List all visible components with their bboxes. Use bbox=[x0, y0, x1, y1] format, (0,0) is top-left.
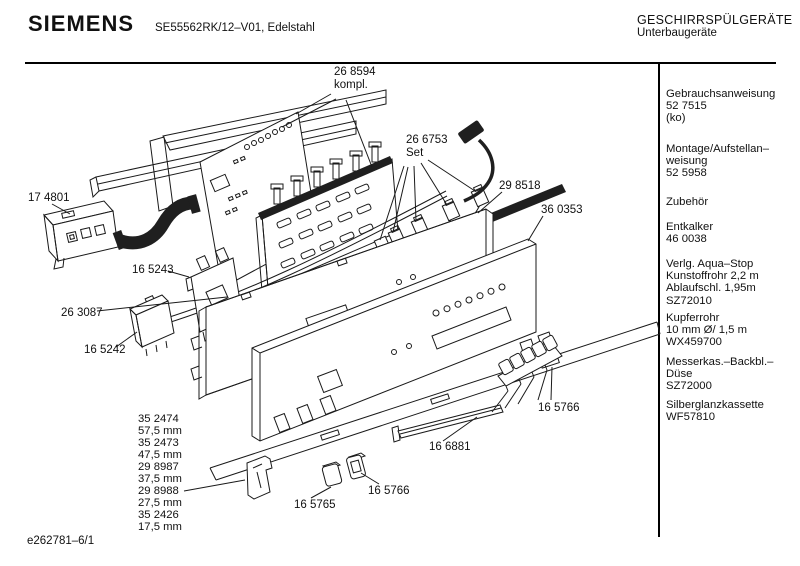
sidebar-item-descaler: Entkalker 46 0038 bbox=[666, 221, 714, 246]
control-module bbox=[44, 201, 118, 269]
label-length-variants: 35 2474 57,5 mm 35 2473 47,5 mm 29 8987 37,5 mm 29 8988 27,5 mm 35 2426 17,5 mm bbox=[138, 413, 182, 533]
appliance-category: GESCHIRRSPÜLGERÄTE bbox=[637, 13, 793, 27]
label-push-button-b: 16 5766 bbox=[368, 485, 410, 497]
label-push-button-a: 16 5765 bbox=[294, 499, 336, 511]
model-number: SE55562RK/12–V01, Edelstahl bbox=[155, 22, 315, 34]
sidebar-item-mounting: Montage/Aufstellan– weisung 52 5958 bbox=[666, 143, 769, 180]
label-control-module: 17 4801 bbox=[28, 192, 70, 204]
sidebar-item-aquastop: Verlg. Aqua–Stop Kunstoffrohr 2,2 m Ablaufschl. 1,95m SZ72010 bbox=[666, 258, 759, 307]
sidebar-item-manual: Gebrauchsanweisung 52 7515 (ko) bbox=[666, 88, 776, 125]
document-number: e262781–6/1 bbox=[27, 535, 95, 547]
label-switch-block-a: 16 5243 bbox=[132, 264, 174, 276]
trim-strip bbox=[392, 405, 503, 442]
push-button-a bbox=[322, 462, 343, 487]
label-button-bank: 16 5766 bbox=[538, 402, 580, 414]
sidebar-item-copper-pipe: Kupferrohr 10 mm Ø/ 1,5 m WX459700 bbox=[666, 312, 747, 349]
brand-logo: SIEMENS bbox=[28, 11, 135, 36]
sidebar-item-accessories: Zubehör bbox=[666, 196, 709, 208]
sidebar-item-silver-cassette: Silberglanzkassette WF57810 bbox=[666, 399, 764, 424]
end-bracket bbox=[247, 456, 272, 499]
button-bank bbox=[492, 335, 562, 412]
ribbon-cable bbox=[113, 194, 201, 250]
label-connector-set: 26 6753 Set bbox=[406, 134, 448, 159]
label-fascia-rail: 26 8594 kompl. bbox=[334, 66, 376, 91]
appliance-subcategory: Unterbaugeräte bbox=[637, 27, 717, 39]
switch-block-b bbox=[130, 295, 174, 356]
push-button-b bbox=[346, 453, 366, 480]
label-front-panel: 36 0353 bbox=[541, 204, 583, 216]
label-trim-strip: 16 6881 bbox=[429, 441, 471, 453]
harness-plug bbox=[457, 120, 492, 201]
label-mounting-panel: 29 8518 bbox=[499, 180, 541, 192]
label-switch-block-b: 16 5242 bbox=[84, 344, 126, 356]
sidebar-item-knife-basket: Messerkas.–Backbl.– Düse SZ72000 bbox=[666, 356, 774, 393]
label-capillary-tube: 26 3087 bbox=[61, 307, 103, 319]
